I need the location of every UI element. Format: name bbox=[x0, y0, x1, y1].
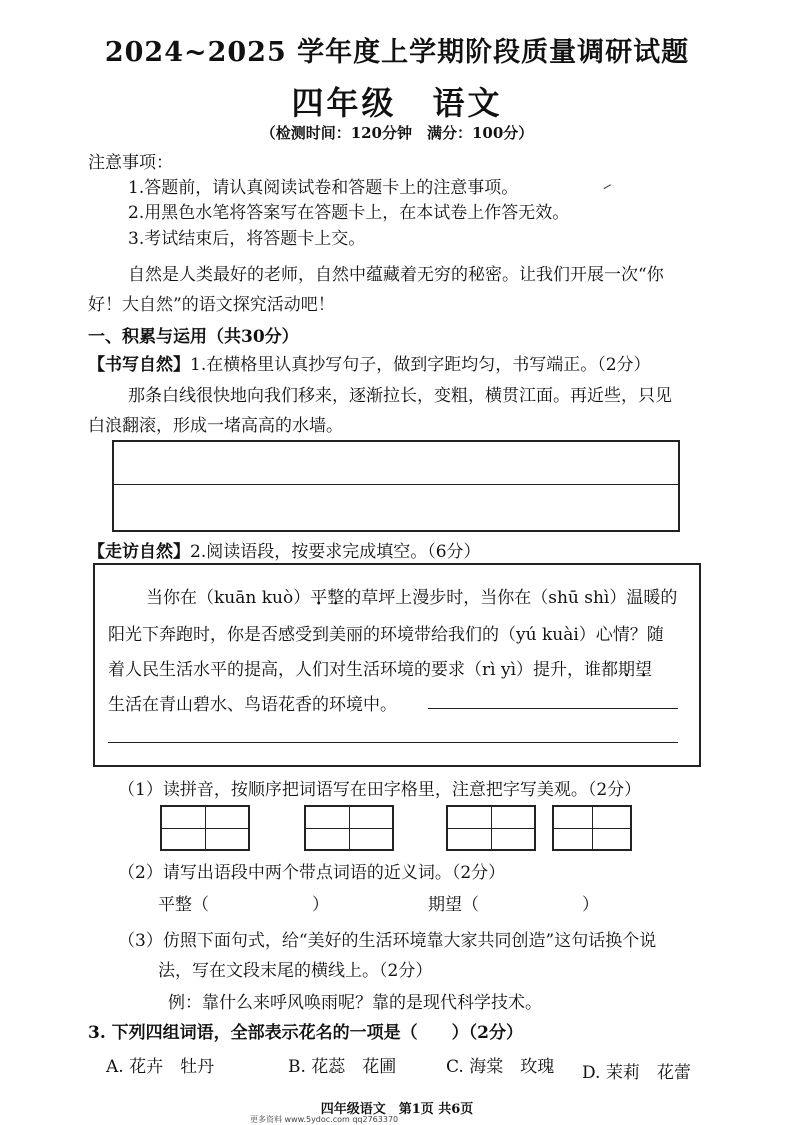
option-c[interactable]: C. 海棠 玫瑰 bbox=[446, 1057, 555, 1077]
tianzige-grid-2[interactable] bbox=[304, 805, 394, 851]
note-item-3: 3.考试结束后，将答题卡上交。 bbox=[128, 229, 366, 249]
synonym-a-close: ） bbox=[312, 895, 329, 915]
q2-prompt: 2.阅读语段，按要求完成填空。（6分） bbox=[190, 542, 481, 562]
grade-label: 四年级 bbox=[291, 84, 397, 122]
question-1 bbox=[88, 350, 651, 375]
q1-text-line-2: 白浪翻滚，形成一堵高高的水墙。 bbox=[88, 416, 343, 436]
tianzige-grid-3[interactable] bbox=[446, 805, 536, 851]
answer-line-2[interactable] bbox=[108, 742, 678, 743]
question-3: 3. 下列四组词语，全部表示花名的一项是（ ）（2分） bbox=[88, 1023, 523, 1043]
tianzige-grid-1[interactable] bbox=[160, 805, 250, 851]
answer-line-1[interactable] bbox=[428, 708, 678, 709]
exam-title: 2024~2025 学年度上学期阶段质量调研试题 bbox=[104, 37, 690, 68]
example-sentence: 例：靠什么来呼风唤雨呢？靠的是现代科学技术。 bbox=[168, 993, 542, 1013]
question-2 bbox=[88, 537, 481, 562]
q1-tag: 【书写自然】 bbox=[88, 355, 190, 375]
q2-tag: 【走访自然】 bbox=[88, 542, 190, 562]
synonym-b-close: ） bbox=[582, 895, 599, 915]
option-b[interactable]: B. 花蕊 花圃 bbox=[288, 1057, 397, 1077]
sub-question-2: （2）请写出语段中两个带点词语的近义词。（2分） bbox=[118, 863, 506, 883]
dotted-char: 望 bbox=[635, 660, 653, 680]
option-d[interactable]: D. 茉莉 花蕾 bbox=[582, 1063, 691, 1083]
note-item-1: 1.答题前，请认真阅读试卷和答题卡上的注意事项。 bbox=[128, 178, 519, 198]
tianzige-grid-4[interactable] bbox=[552, 805, 632, 851]
sub-question-3-line-2: 法，写在文段末尾的横线上。（2分） bbox=[158, 961, 433, 981]
passage-line-3 bbox=[108, 655, 652, 680]
dotted-char: 整 bbox=[327, 588, 345, 608]
passage-text: 当你在（kuān kuò） bbox=[146, 588, 311, 608]
intro-line-1: 自然是人类最好的老师，自然中蕴藏着无穷的秘密。让我们开展一次“你 bbox=[128, 265, 664, 285]
pen-mark bbox=[604, 184, 613, 191]
passage-line-1 bbox=[146, 583, 677, 608]
passage-text: 着人民生活水平的提高，人们对生活环境的要求（rì yì）提升，谁都 bbox=[108, 660, 619, 680]
dotted-char: 平 bbox=[310, 588, 328, 608]
copy-writing-box[interactable] bbox=[112, 440, 680, 532]
watermark: 更多资料 www.5ydoc.com qq2763370 bbox=[250, 1115, 399, 1124]
page-footer: 四年级语文 第1页 共6页 bbox=[320, 1102, 474, 1117]
grade-subject-title bbox=[0, 78, 794, 124]
synonym-b-label: 期望（ bbox=[428, 895, 479, 915]
notes-heading: 注意事项： bbox=[88, 153, 173, 173]
intro-line-2: 好！大自然”的语文探究活动吧！ bbox=[88, 295, 335, 315]
q1-prompt: 1.在横格里认真抄写句子，做到字距均匀，书写端正。（2分） bbox=[190, 355, 651, 375]
subject-label: 语文 bbox=[432, 84, 503, 122]
exam-info: （检测时间：120分钟 满分：100分） bbox=[260, 124, 534, 142]
option-a[interactable]: A. 花卉 牡丹 bbox=[106, 1057, 215, 1077]
section-heading: 一、积累与运用（共30分） bbox=[88, 327, 299, 347]
passage-line-2: 阳光下奔跑时，你是否感受到美丽的环境带给我们的（yú kuài）心情？随 bbox=[108, 625, 664, 645]
passage-text: 的草坪上漫步时，当你在（shū shì）温暖的 bbox=[344, 588, 678, 608]
copy-box-divider bbox=[114, 484, 678, 485]
sub-question-3-line-1: （3）仿照下面句式，给“美好的生活环境靠大家共同创造”这句话换个说 bbox=[118, 931, 657, 951]
synonym-a-label: 平整（ bbox=[158, 895, 209, 915]
sub-question-1: （1）读拼音，按顺序把词语写在田字格里，注意把字写美观。（2分） bbox=[118, 780, 642, 800]
dotted-char: 期 bbox=[618, 660, 636, 680]
q1-text-line-1: 那条白线很快地向我们移来，逐渐拉长，变粗，横贯江面。再近些，只见 bbox=[128, 386, 672, 406]
passage-line-4: 生活在青山碧水、鸟语花香的环境中。 bbox=[108, 695, 397, 715]
note-item-2: 2.用黑色水笔将答案写在答题卡上，在本试卷上作答无效。 bbox=[128, 203, 570, 223]
